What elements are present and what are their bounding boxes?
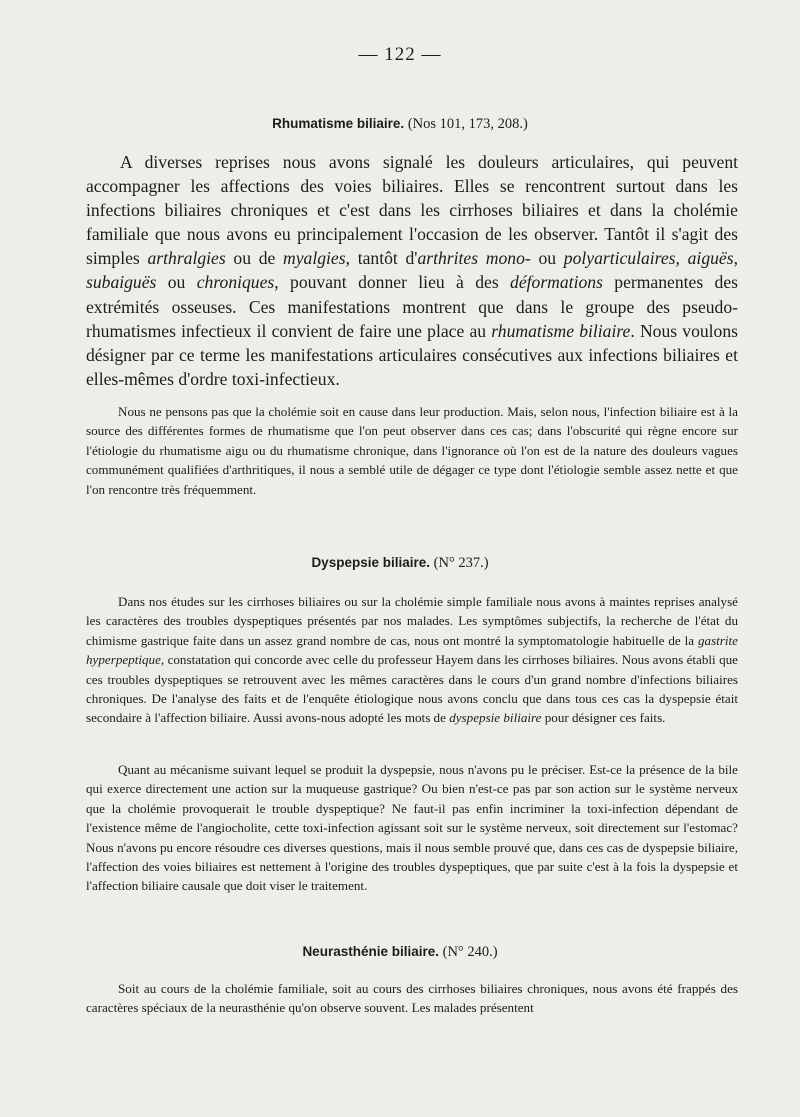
page-number: — 122 — xyxy=(358,44,442,65)
paragraph-dyspepsie-2: Quant au mécanisme suivant lequel se produit la dyspepsie, nous n'avons pu le préciser. Est-ce la présence de la bile qui exerce directement une action sur la muqueuse gastrique? Ou bien n'est-ce pas par son action sur le système nerveux que la cholémie provoquerait le trouble dyspeptique? Ne faut-il pas enfin incriminer la toxi-infection dépendant de l'existence même de l'angiocholite, cette toxi-infection agissant soit sur le système nerveux, soit directement sur l'estomac? Nous n'avons pu encore résoudre ces diverses questions, mais il nous semble prouvé que, dans ces cas de dyspepsie biliaire, l'affection des voies biliaires est nettement à l'origine des troubles dyspeptiques, que par suite c'est à la fois la dyspepsie et l'affection biliaire causale que doit viser le traitement. xyxy=(86,762,738,894)
section-ref: (N° 240.) xyxy=(442,944,498,960)
section-heading-dyspepsie xyxy=(0,555,800,572)
paragraph-dyspepsie-1: Dans nos études sur les cirrhoses biliaires ou sur la cholémie simple familiale nous avons à maintes reprises analysé les caractères des troubles dyspeptiques présentés par nos malades. Les symptômes subjectifs, la recherche de l'état du chimisme gastrique faite dans un assez grand nombre de cas, nous ont montré la symptomatologie habituelle de la gastrite hyperpeptique, constatation qui concorde avec celle du professeur Hayem dans les cirrhoses biliaires. Nous avons établi que ces troubles dyspeptiques se retrouvent avec les mêmes caractères dans le cours d'un grand nombre d'infections biliaires chroniques. De l'analyse des faits et de l'enquête étiologique nous avons conclu que dans tous ces cas la dyspepsie était secondaire à l'affection biliaire. Aussi avons-nous adopté les mots de dyspepsie biliaire pour désigner ces faits. xyxy=(86,594,738,726)
section-title: Neurasthénie biliaire. xyxy=(302,944,439,959)
section-heading-rhumatisme xyxy=(0,116,800,133)
paragraph-neurasthenie-1: Soit au cours de la cholémie familiale, soit au cours des cirrhoses biliaires chroniques, nous avons été frappés des caractères spéciaux de la neurasthénie qu'on observe souvent. Les malades présentent xyxy=(86,981,738,1016)
section-heading-neurasthenie xyxy=(0,944,800,961)
paragraph-rhumatisme-1: A diverses reprises nous avons signalé les douleurs articulaires, qui peuvent accompagner les affections des voies biliaires. Elles se rencontrent surtout dans les infections biliaires chroniques et c'est dans les cirrhoses biliaires et dans la cholémie familiale que nous avons eu principalement l'occasion de les observer. Tantôt il s'agit des simples arthralgies ou de myalgies, tantôt d'arthrites mono- ou polyarticulaires, aiguës, subaiguës ou chroniques, pouvant donner lieu à des déformations permanentes des extrémités osseuses. Ces manifestations montrent que dans le groupe des pseudo-rhumatismes infectieux il convient de faire une place au rhumatisme biliaire. Nous voulons désigner par ce terme les manifestations articulaires consécutives aux infections biliaires et elles-mêmes d'ordre toxi-infectieux. xyxy=(86,152,739,389)
paragraph-rhumatisme-2: Nous ne pensons pas que la cholémie soit en cause dans leur production. Mais, selon nous, l'infection biliaire est à la source des différentes formes de rhumatisme que l'on peut observer dans ces cas; dans l'obscurité qui règne encore sur l'étiologie du rhumatisme aigu ou du rhumatisme chronique, dans l'ignorance où l'on est de la nature des douleurs vagues communément qualifiées d'arthritiques, il nous a semblé utile de dégager ce type dont l'étiologie semble assez nette et que l'on rencontre très fréquemment. xyxy=(86,404,738,497)
section-title: Dyspepsie biliaire. xyxy=(311,555,430,570)
section-ref: (N° 237.) xyxy=(433,555,489,571)
section-ref: (Nos 101, 173, 208.) xyxy=(407,116,528,132)
section-title: Rhumatisme biliaire. xyxy=(272,116,405,131)
